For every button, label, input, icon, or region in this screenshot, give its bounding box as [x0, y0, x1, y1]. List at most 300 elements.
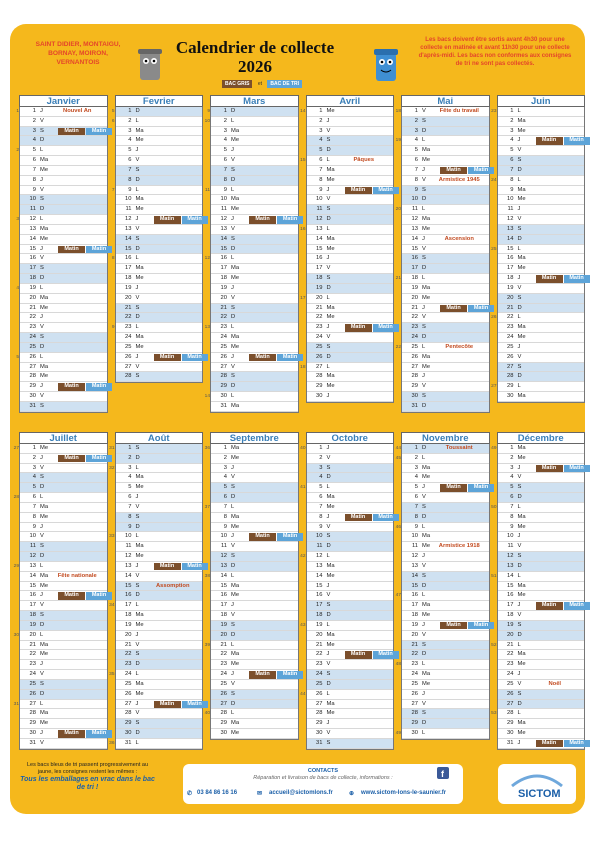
week-number: 49	[491, 446, 497, 451]
day-number: 6	[319, 494, 323, 501]
day-letter: S	[135, 235, 140, 242]
day-row	[211, 582, 298, 592]
day-row	[16, 284, 107, 294]
day-row	[402, 562, 489, 572]
day-number: 13	[411, 225, 418, 232]
day-row	[307, 166, 394, 176]
day-letter: L	[517, 710, 521, 717]
day-letter: Ma	[422, 216, 431, 223]
day-row	[211, 195, 298, 205]
day-row	[402, 680, 489, 690]
day-number: 30	[411, 730, 418, 737]
day-row	[498, 195, 585, 205]
day-row	[402, 503, 489, 513]
day-row	[395, 205, 489, 215]
day-row	[307, 473, 394, 483]
day-number: 24	[507, 671, 514, 678]
day-number: 3	[319, 464, 323, 471]
day-number: 21	[507, 304, 514, 311]
week-number: 50	[491, 504, 497, 510]
day-number: 15	[125, 245, 132, 252]
day-number: 23	[125, 661, 132, 668]
day-row	[116, 195, 203, 205]
day-row	[111, 323, 203, 333]
day-number: 19	[316, 621, 323, 628]
day-number: 7	[510, 503, 514, 510]
day-number: 28	[411, 373, 418, 380]
day-row	[307, 523, 394, 533]
day-row	[498, 483, 585, 493]
day-number: 15	[220, 582, 227, 589]
day-row	[498, 700, 585, 710]
phone-icon: ✆	[187, 791, 193, 797]
day-row	[402, 611, 489, 621]
day-letter: Me	[517, 661, 526, 668]
day-row	[498, 274, 585, 284]
sort-bin-pickup: Matin	[86, 455, 112, 463]
day-number: 24	[125, 671, 132, 678]
day-row	[402, 225, 489, 235]
day-row	[20, 670, 107, 680]
day-number: 30	[507, 393, 514, 400]
day-letter: J	[40, 592, 43, 599]
day-row	[402, 372, 489, 382]
day-row	[498, 621, 585, 631]
day-letter: S	[422, 641, 426, 648]
day-letter: L	[517, 245, 521, 252]
email-link[interactable]: accueil@sictomlons.fr	[269, 790, 333, 796]
day-letter: Me	[517, 196, 526, 203]
day-number: 31	[29, 402, 36, 409]
day-letter: L	[135, 533, 139, 540]
day-letter: Me	[326, 314, 335, 321]
day-number: 14	[411, 235, 418, 242]
day-row	[116, 372, 203, 382]
day-letter: V	[422, 176, 426, 183]
month-header: Mai	[401, 95, 490, 107]
day-letter: Me	[135, 137, 144, 144]
day-letter: L	[40, 284, 44, 291]
day-row	[402, 572, 489, 582]
day-number: 25	[316, 343, 323, 350]
week-number: 18	[395, 109, 401, 114]
day-letter: D	[231, 631, 236, 638]
day-number: 26	[316, 690, 323, 697]
week-number: 36	[109, 740, 115, 746]
day-number: 10	[411, 196, 418, 203]
day-row	[211, 176, 298, 186]
day-letter: Ma	[517, 393, 526, 400]
day-letter: J	[517, 602, 521, 609]
day-letter: J	[422, 621, 425, 628]
day-number: 28	[220, 373, 227, 380]
day-letter: S	[326, 137, 331, 144]
phone-number[interactable]: 03 84 86 16 16	[197, 790, 238, 796]
week-number: 39	[204, 642, 210, 648]
day-letter: D	[326, 680, 331, 687]
day-row	[116, 284, 203, 294]
day-letter: V	[422, 383, 426, 390]
month-column	[491, 95, 586, 403]
day-number: 9	[414, 523, 418, 530]
day-letter: L	[231, 393, 235, 400]
day-letter: J	[422, 373, 425, 380]
day-letter: Me	[326, 383, 335, 390]
day-number: 1	[128, 108, 132, 114]
day-row	[109, 739, 203, 749]
grey-bin-pickup: Matin	[440, 622, 467, 630]
day-row	[498, 363, 585, 373]
day-row	[307, 532, 394, 542]
day-number: 23	[316, 324, 323, 331]
day-number: 20	[411, 294, 418, 301]
day-row	[116, 523, 203, 533]
day-row	[116, 582, 203, 592]
day-number: 18	[29, 612, 36, 619]
week-number: 9	[207, 109, 210, 114]
day-letter: J	[40, 108, 43, 114]
week-number: 42	[300, 554, 306, 560]
day-row	[20, 254, 107, 264]
day-number: 2	[32, 117, 36, 124]
holiday-label: Armistice 1945	[438, 176, 480, 183]
day-number: 8	[128, 176, 132, 183]
day-letter: S	[422, 393, 426, 400]
day-letter: J	[517, 275, 521, 282]
day-row	[498, 739, 585, 749]
day-row	[116, 572, 203, 582]
day-row	[300, 483, 394, 493]
day-number: 10	[411, 533, 418, 540]
day-number: 7	[510, 166, 514, 173]
day-number: 24	[411, 671, 418, 678]
day-row	[491, 313, 585, 323]
holiday-label: Toussaint	[445, 445, 473, 451]
day-number: 20	[125, 294, 132, 301]
day-letter: L	[40, 494, 44, 501]
day-letter: J	[422, 304, 425, 311]
holiday-label: Fête du travail	[439, 108, 479, 114]
week-number: 25	[491, 246, 497, 252]
day-number: 21	[29, 641, 36, 648]
day-row	[20, 542, 107, 552]
day-number: 24	[29, 671, 36, 678]
day-row	[204, 444, 298, 454]
day-row	[307, 611, 394, 621]
day-number: 10	[220, 196, 227, 203]
month-column	[204, 432, 299, 740]
week-number: 27	[491, 384, 497, 390]
day-letter: Ma	[326, 373, 335, 380]
day-letter: V	[326, 730, 331, 737]
day-number: 14	[507, 572, 514, 579]
day-number: 30	[220, 730, 227, 737]
day-number: 21	[220, 304, 227, 311]
day-number: 21	[125, 641, 132, 648]
day-number: 18	[411, 612, 418, 619]
day-row	[395, 729, 489, 739]
day-letter: J	[135, 216, 139, 223]
day-letter: L	[231, 641, 235, 648]
day-letter: D	[326, 612, 331, 619]
day-row	[491, 572, 585, 582]
holiday-label: Ascension	[444, 235, 474, 242]
day-number: 6	[319, 157, 323, 164]
day-letter: J	[231, 147, 234, 154]
day-number: 18	[316, 612, 323, 619]
grey-bin-pickup: Matin	[536, 740, 563, 748]
day-row	[307, 729, 394, 739]
day-number: 27	[411, 700, 418, 707]
day-row	[116, 542, 203, 552]
day-letter: Ma	[135, 612, 144, 619]
day-number: 14	[29, 235, 36, 242]
day-letter: D	[422, 720, 427, 727]
day-letter: L	[231, 186, 235, 193]
day-letter: V	[231, 225, 235, 232]
day-row	[307, 245, 394, 255]
day-row	[498, 343, 585, 353]
day-letter: Ma	[422, 284, 431, 291]
day-letter: Ma	[231, 445, 240, 451]
day-row	[498, 660, 585, 670]
day-number: 12	[507, 553, 514, 560]
day-letter: Me	[40, 445, 49, 451]
grey-bin-pickup: Matin	[58, 592, 85, 600]
day-row	[211, 493, 298, 503]
day-row	[211, 621, 298, 631]
day-row	[109, 464, 203, 474]
day-letter: Ma	[40, 363, 49, 370]
day-letter: Me	[231, 454, 240, 461]
day-row	[402, 513, 489, 523]
day-row	[498, 215, 585, 225]
day-row	[116, 631, 203, 641]
day-row	[20, 176, 107, 186]
day-row	[211, 245, 298, 255]
day-number: 5	[414, 147, 418, 154]
week-number: 51	[491, 573, 497, 579]
week-number: 37	[204, 504, 210, 510]
day-row	[20, 304, 107, 314]
day-number: 28	[125, 373, 132, 380]
day-number: 16	[29, 255, 36, 262]
week-number: 19	[395, 138, 401, 144]
day-number: 20	[220, 631, 227, 638]
day-row	[307, 195, 394, 205]
day-letter: V	[326, 127, 331, 134]
day-letter: J	[517, 739, 521, 746]
day-row	[307, 323, 394, 333]
day-letter: S	[40, 474, 44, 481]
day-letter: Ma	[326, 494, 335, 501]
day-number: 20	[29, 631, 36, 638]
day-letter: L	[135, 186, 139, 193]
day-row	[20, 650, 107, 660]
day-row	[20, 601, 107, 611]
day-letter: J	[231, 216, 234, 223]
day-row	[307, 670, 394, 680]
day-number: 27	[29, 700, 36, 707]
day-row	[116, 552, 203, 562]
day-row	[307, 343, 394, 353]
day-letter: J	[517, 343, 521, 350]
day-row	[211, 523, 298, 533]
week-number: 52	[491, 642, 497, 648]
day-row	[307, 739, 394, 749]
day-number: 24	[29, 334, 36, 341]
day-row	[116, 719, 203, 729]
day-row	[307, 235, 394, 245]
day-row	[307, 254, 394, 264]
day-number: 12	[125, 216, 132, 223]
day-row	[116, 363, 203, 373]
day-letter: Me	[135, 206, 144, 213]
day-number: 7	[32, 166, 36, 173]
day-number: 24	[220, 334, 227, 341]
day-letter: J	[326, 324, 330, 331]
day-row	[211, 333, 298, 343]
day-row	[211, 215, 298, 225]
day-number: 31	[29, 739, 36, 746]
day-letter: Ma	[422, 353, 431, 360]
day-row	[498, 611, 585, 621]
day-letter: S	[231, 373, 235, 380]
day-letter: L	[135, 671, 139, 678]
day-row	[116, 591, 203, 601]
day-number: 5	[510, 147, 514, 154]
day-number: 8	[510, 513, 514, 520]
sort-bin-pickup: Matin	[86, 730, 112, 738]
day-number: 3	[32, 464, 36, 471]
day-row	[307, 205, 394, 215]
day-row	[211, 363, 298, 373]
website-link[interactable]: www.sictom-lons-le-saunier.fr	[361, 790, 447, 796]
day-row	[402, 700, 489, 710]
facebook-icon[interactable]	[437, 767, 449, 779]
day-letter: Ma	[517, 720, 526, 727]
day-row	[498, 392, 585, 402]
week-number: 13	[204, 325, 210, 331]
day-row	[204, 117, 298, 127]
day-number: 1	[223, 108, 227, 114]
month-header: Décembre	[497, 432, 586, 444]
day-number: 5	[128, 147, 132, 154]
day-letter: L	[135, 464, 139, 471]
day-row	[211, 591, 298, 601]
day-letter: Ma	[517, 582, 526, 589]
day-number: 23	[220, 661, 227, 668]
day-letter: S	[40, 265, 44, 272]
day-number: 11	[316, 206, 323, 213]
day-row	[116, 156, 203, 166]
grey-bin-pickup: Matin	[440, 484, 467, 492]
day-row	[498, 729, 585, 739]
day-number: 27	[507, 700, 514, 707]
day-number: 14	[507, 235, 514, 242]
day-number: 13	[507, 562, 514, 569]
month-header: Mars	[210, 95, 299, 107]
day-letter: L	[422, 137, 426, 144]
day-number: 1	[414, 108, 418, 114]
day-number: 12	[316, 216, 323, 223]
day-number: 24	[220, 671, 227, 678]
day-row	[211, 343, 298, 353]
day-number: 19	[411, 284, 418, 291]
day-letter: Me	[40, 582, 49, 589]
day-number: 6	[32, 157, 36, 164]
day-letter: J	[40, 454, 43, 461]
day-letter: J	[135, 631, 139, 638]
day-letter: Ma	[231, 127, 240, 134]
day-number: 12	[220, 553, 227, 560]
day-letter: Ma	[40, 572, 49, 579]
month-days	[395, 444, 490, 740]
day-number: 7	[319, 503, 323, 510]
week-number: 9	[111, 325, 115, 331]
month-days	[395, 107, 490, 413]
day-number: 2	[319, 454, 323, 461]
day-number: 4	[128, 474, 132, 481]
day-row	[498, 670, 585, 680]
day-row	[402, 323, 489, 333]
day-letter: L	[40, 700, 44, 707]
day-number: 6	[510, 157, 514, 164]
day-letter: D	[40, 484, 45, 491]
week-number: 38	[204, 573, 210, 579]
day-number: 27	[220, 363, 227, 370]
day-row	[211, 542, 298, 552]
day-letter: L	[326, 553, 330, 560]
day-row	[211, 156, 298, 166]
day-letter: Ma	[40, 225, 49, 232]
day-number: 13	[125, 225, 132, 232]
day-row	[307, 650, 394, 660]
day-letter: Me	[135, 690, 144, 697]
day-row	[307, 641, 394, 651]
day-row	[307, 503, 394, 513]
month-header: Juin	[497, 95, 586, 107]
day-row	[20, 117, 107, 127]
day-letter: L	[326, 294, 330, 301]
day-row	[20, 245, 107, 255]
day-row	[20, 523, 107, 533]
day-letter: J	[231, 464, 234, 471]
day-number: 31	[316, 739, 323, 746]
day-number: 4	[32, 474, 36, 481]
day-letter: V	[422, 494, 426, 501]
sort-bin-pickup: Matin	[182, 563, 208, 571]
day-number: 2	[32, 454, 36, 461]
sort-bin-pickup: Matin	[373, 514, 399, 522]
day-row	[498, 284, 585, 294]
day-row	[402, 631, 489, 641]
day-row	[211, 402, 298, 412]
day-letter: Me	[326, 710, 335, 717]
week-number: 6	[111, 118, 115, 124]
day-letter: D	[517, 235, 522, 242]
day-row	[307, 464, 394, 474]
grey-bin-pickup: Matin	[154, 701, 181, 709]
day-letter: S	[40, 334, 44, 341]
day-number: 27	[507, 363, 514, 370]
month-days	[16, 107, 108, 413]
day-row	[20, 225, 107, 235]
day-row	[20, 195, 107, 205]
day-letter: Ma	[326, 631, 335, 638]
day-number: 23	[507, 324, 514, 331]
day-letter: D	[40, 206, 45, 213]
